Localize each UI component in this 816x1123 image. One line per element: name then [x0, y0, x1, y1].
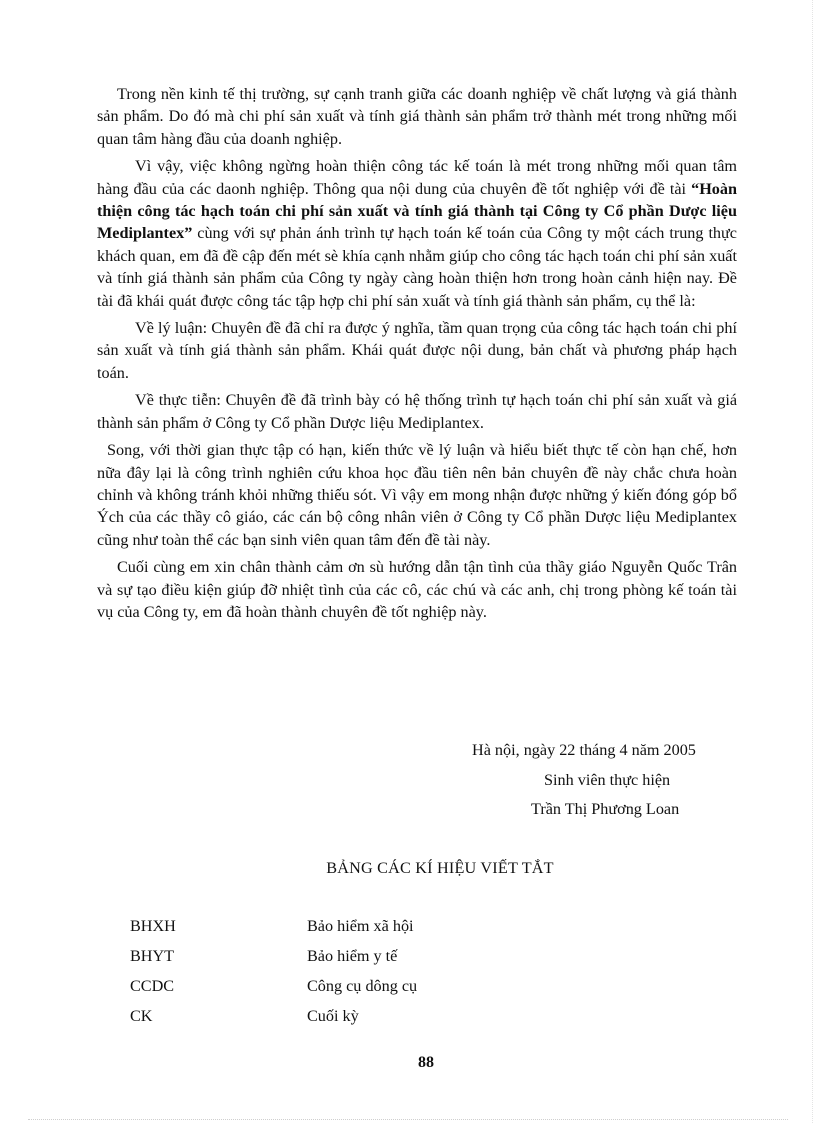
footer-divider	[28, 1119, 788, 1120]
abbreviation-meaning: Công cụ dông cụ	[307, 977, 418, 995]
signature-name: Trần Thị Phương Loan	[531, 800, 680, 818]
page-edge-divider	[812, 0, 813, 1123]
signature-date: Hà nội, ngày 22 tháng 4 năm 2005	[472, 741, 696, 759]
page-number: 88	[418, 1054, 434, 1071]
thesis-title: “Hoàn thiện công tác hạch toán chi phí sản xuất và tính giá thành tại Công ty Cổ phần Dược liệu Mediplantex”	[97, 179, 737, 243]
abbreviation-code: CCDC	[130, 977, 175, 995]
paragraph-topic-before: Vì vậy, việc không ngừng hoàn thiện công tác kế toán là mét trong những mối quan tâm hàng đầu của các daonh nghiệp. Thông qua nội dung của chuyên đề tốt nghiệp với đề tài	[97, 157, 737, 198]
abbreviations-table	[130, 917, 417, 1037]
abbreviation-code: CK	[130, 1007, 153, 1025]
abbreviation-row	[130, 947, 417, 977]
paragraph-topic-after: cùng với sự phản ánh trình tự hạch toán kế toán của Công ty một cách trung thực khách quan, em đã đề cập đến mét sè khía cạnh nhằm giúp cho công tác hạch toán chi phí sản xuất và tính giá thành sản phẩm của Công ty ngày càng hoàn thiện hơn trong hoàn cảnh hiện nay. Đề tài đã khái quát được công tác tập hợp chi phí sản xuất và tính giá thành sản phẩm, cụ thể là:	[97, 224, 737, 310]
abbreviation-row	[130, 977, 417, 1007]
paragraph-limitations: Song, với thời gian thực tập có hạn, kiến thức về lý luận và hiểu biết thực tế còn hạn chế, hơn nữa đây lại là công trình nghiên cứu khoa học đầu tiên nên bản chuyên đề này chắc chưa hoàn chỉnh và không tránh khỏi những thiếu sót. Vì vậy em mong nhận được những ý kiến đóng góp bổ Ých của các thầy cô giáo, các cán bộ công nhân viên ở Công ty Cổ phần Dược liệu Mediplantex cũng như toàn thể các bạn sinh viên quan tâm đến đề tài này.	[97, 441, 737, 549]
abbreviations-title: BẢNG CÁC KÍ HIỆU VIẾT TẮT	[326, 859, 554, 877]
abbreviation-row	[130, 917, 417, 947]
document-body	[97, 83, 737, 628]
paragraph-topic	[97, 155, 737, 312]
signature-role: Sinh viên thực hiện	[544, 771, 671, 789]
paragraph-theory: Về lý luận: Chuyên đề đã chỉ ra được ý nghĩa, tầm quan trọng của công tác hạch toán chi phí sản xuất và tính giá thành sản phẩm. Khái quát được nội dung, bản chất và phương pháp hạch toán.	[97, 319, 737, 382]
abbreviation-meaning: Cuối kỳ	[307, 1007, 359, 1025]
abbreviation-code: BHYT	[130, 947, 175, 965]
abbreviation-row	[130, 1007, 417, 1037]
paragraph-intro: Trong nền kinh tế thị trường, sự cạnh tranh giữa các doanh nghiệp về chất lượng và giá thành sản phẩm. Do đó mà chi phí sản xuất và tính giá thành sản phẩm trở thành mét trong những mối quan tâm hàng đầu của doanh nghiệp.	[97, 85, 737, 148]
paragraph-practice: Về thực tiễn: Chuyên đề đã trình bày có hệ thống trình tự hạch toán chi phí sản xuất và giá thành sản phẩm ở Công ty Cổ phần Dược liệu Mediplantex.	[97, 391, 737, 432]
abbreviation-meaning: Bảo hiểm y tế	[307, 947, 398, 965]
abbreviation-meaning: Bảo hiểm xã hội	[307, 917, 414, 935]
abbreviation-code: BHXH	[130, 917, 176, 935]
paragraph-thanks: Cuối cùng em xin chân thành cảm ơn sù hướng dẫn tận tình của thầy giáo Nguyễn Quốc Trân và sự tạo điều kiện giúp đỡ nhiệt tình của các cô, các chú và các anh, chị trong phòng kế toán tài vụ của Công ty, em đã hoàn thành chuyên đề tốt nghiệp này.	[97, 558, 737, 621]
